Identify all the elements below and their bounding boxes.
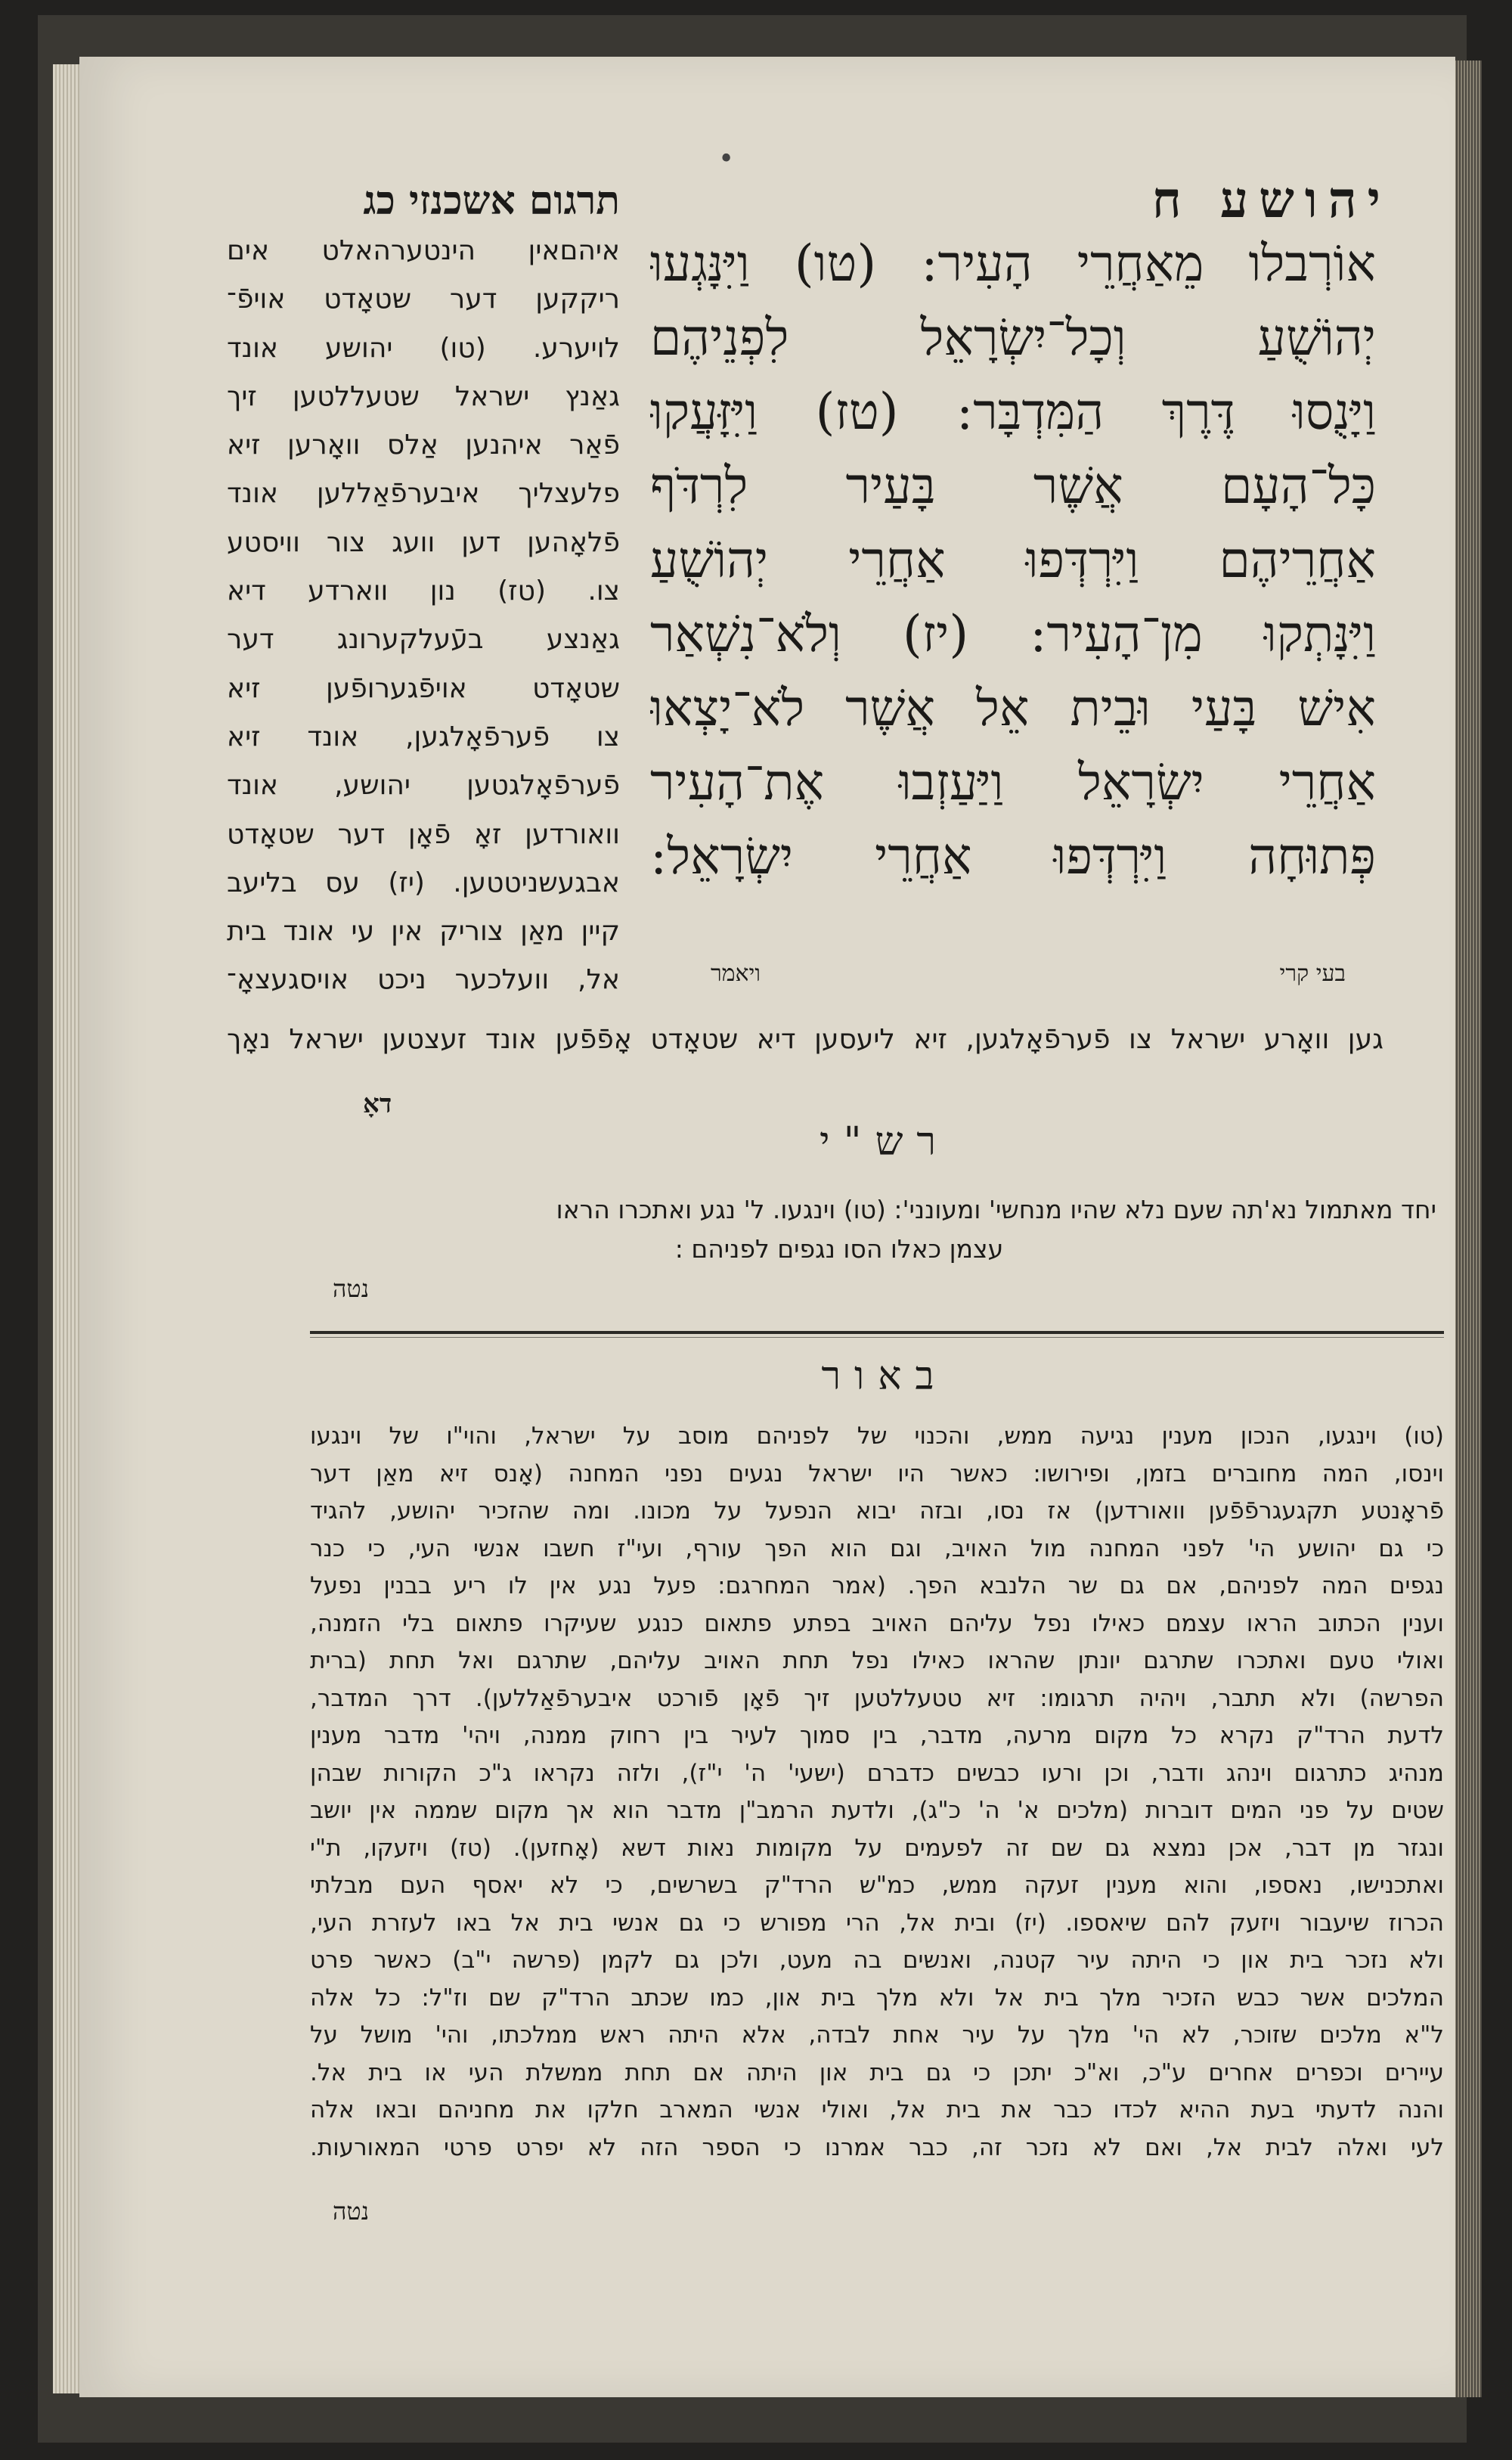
biur-line: (טו) וינגעו, הנכון מענין נגיעה ממש, והכנוי של לפניהם מוסב על ישראל, והוי"ו של וינגעו — [310, 1422, 1444, 1450]
bible-line: אַחֲרֵי יִשְׂרָאֵל וַיַּעַזְבוּ אֶת־הָעִיר — [650, 753, 1376, 811]
targum-line: ריקקען דער שטאָדט אויפֿ־ — [227, 284, 620, 315]
targum-line: גאַנצע בעֿעלקערונג דער — [227, 624, 620, 656]
biur-catchword: נטה — [333, 2197, 370, 2226]
targum-column — [227, 227, 620, 1005]
targum-line: וואורדען זאָ פֿאָן דער שטאָדט — [227, 818, 620, 850]
biur-line: והנה לדעתי בעת ההיא לכדו כבר את בית אל, ואולי אנשי המארב חלקו את מחניהם ובאו אלה — [310, 2096, 1444, 2123]
bible-line: כָּל־הָעָם אֲשֶׁר בָּעַיר לִרְדֹּף — [650, 457, 1376, 515]
page-edges — [53, 64, 83, 2393]
biur-line: מנהיג כתרגום וינהג ודבר, וכן ורעו כבשים כדברם (ישעי' ה' י"ז), ולזה נקראו ג"כ הקורות שבהן — [310, 1759, 1444, 1787]
targum-line: פֿלאָהען דען וועג צור וויסטע — [227, 526, 620, 558]
biur-line: ולא נזכר בית און כי היתה עיר קטנה, ואנשים בה מעט, ולכן גם לקמן (פרשה י"ב) כאשר פרט — [310, 1947, 1444, 1974]
biur-line: לעי ואלה לבית אל, ואם לא נזכר זה, כבר אמרנו כי הספר הזה לא יפרט פרטי המאורעות. — [310, 2133, 1444, 2161]
rashi-heading: רש"י — [820, 1119, 950, 1165]
targum-line: אבגעשניטטען. (יז) עס בליעב — [227, 867, 620, 898]
rashi-line: עצמן כאלו הסו נגפים לפניהם : — [674, 1234, 1004, 1264]
section-divider-thin — [310, 1337, 1444, 1338]
targum-title: תרגום אשכנזי כג — [363, 178, 620, 224]
bible-line: אַחֲרֵיהֶם וַיִּרְדְּפוּ אַחֲרֵי יְהוֹשֻׁעַ — [650, 531, 1376, 589]
section-divider — [310, 1331, 1444, 1334]
bible-line: וַיָּנֻסוּ דֶּרֶךְ הַמִּדְבָּר: (טז) וַיִּזָּעֲקוּ — [650, 383, 1376, 441]
margin-notes — [711, 960, 1346, 991]
biur-line: ל"א מלכים שזוכר, לא הי' מלך על עיר אחת לבדה, אלא היתה ראש ממלכתו, והי' מושל על — [310, 2021, 1444, 2049]
biur-line: ונגזר מן דבר, אכן נמצא גם שם זה לפעמים על מקומות נאות דשא (אָחזען). (טז) ויזעקו, ת"י — [310, 1834, 1444, 1862]
targum-catchword: דאָ — [363, 1089, 392, 1119]
targum-line: אל, וועלכער ניכט אויסגעצאָ־ — [227, 964, 620, 996]
biur-line: לדעת הרד"ק נקרא כל מקום מרעה, מדבר, בין סמוך לעיר בין רחוק ממנה, ויהי' מדבר מענין — [310, 1722, 1444, 1749]
targum-line: קיין מאַן צוריק אין עי אונד בית — [227, 916, 620, 948]
biur-line: ואתכנישו, נאספו, והוא מענין זעקה ממש, כמ"ש הרד"ק בשרשים, כי לא יאסף העם מבלתי — [310, 1872, 1444, 1899]
biur-line: כי גם יהושע הי' לפני המחנה מול האויב, וגם הוא הפך עורף, ועי"ז חשבו אנשי העי, כי כנר — [310, 1534, 1444, 1562]
biur-commentary — [310, 1418, 1444, 2167]
targum-line: צו. (טז) נון ווארדע דיא — [227, 575, 620, 607]
biblical-text — [650, 227, 1376, 894]
binding-edge — [1452, 60, 1482, 2397]
biur-line: וינסו, המה מחוברים בזמן, ופירושו: כאשר היו ישראל נגעים נפני המחנה (אָנס זיא מאַן דער — [310, 1460, 1444, 1487]
biur-line: הפרשה) ולא תתבר, ויהיה תרגומו: זיא טטעללטען זיך פֿאָן פֿורכט איבערפֿאַללען). דרך המדבר, — [310, 1684, 1444, 1712]
targum-line: פֿערפֿאָלגטען יהושע, אונד — [227, 770, 620, 802]
margin-note-right: בעי קרי — [1279, 960, 1346, 987]
targum-line: שטאָדט אויפֿגערופֿען זיא — [227, 672, 620, 704]
rashi-catchword: נטה — [333, 1274, 370, 1303]
ornament-mark: • — [718, 144, 735, 175]
targum-continuation: גען וואָרע ישראל צו פֿערפֿאָלגען, זיא ליעסען דיא שטאָדט אָפֿפֿען אונד זעצטען ישראל נאָך — [227, 1024, 1383, 1055]
biur-line: המלכים אשר כבש הזכיר מלך בית אל ולא מלך בית און, כמו שכתב הרד"ק שם וז"ל: כל אלה — [310, 1984, 1444, 2012]
rashi-line: יחד מאתמול נא'תה שעם נלא שהיו מנחשי' ומעונני': (טו) וינגעו. ל' נגע ואתכרו הראו — [556, 1195, 1436, 1224]
biur-line: נגפים המה לפניהם, אם גם שר הלנבא הפך. (אמר המחרגם: פעל נגע אין לו ריע בבנין נפעל — [310, 1572, 1444, 1599]
targum-line: פֿאַר איהנען אַלס וואָרען זיא — [227, 430, 620, 461]
biur-heading: באור — [821, 1354, 948, 1399]
targum-line: צו פֿערפֿאָלגען, אונד זיא — [227, 721, 620, 752]
targum-line: לויערע. (טו) יהושע אונד — [227, 332, 620, 364]
targum-line: פלעצליך איבערפֿאַללען אונד — [227, 478, 620, 510]
biur-line: שטים על פני המים דוברות (מלכים א' ה' כ"ג), ולדעת הרמב"ן מדבר הוא אך מקום שממה אין יושב — [310, 1797, 1444, 1824]
bible-line: אִישׁ בָּעַי וּבֵית אֵל אֲשֶׁר לֹא־יָצְאוּ — [650, 679, 1376, 737]
margin-note-left: ויאמר — [711, 960, 761, 987]
biur-line: ואולי טעם ואתכרו שתרגם יונתן שהראו כאילו נפל תחת האויב עליהם, שתרגם ואל תחת (ברית — [310, 1647, 1444, 1674]
bible-line: וַיִּנָּתְקוּ מִן־הָעִיר: (יז) וְלֹא־נִשְׁאַר — [650, 605, 1376, 663]
targum-line: גאַנץ ישראל שטעללטען זיך — [227, 380, 620, 412]
bible-line: פְּתוּחָה וַיִּרְדְּפוּ אַחֲרֵי יִשְׂרָאֵל: — [650, 827, 1376, 886]
bible-line: יְהוֹשֻׁעַ וְכָל־יִשְׂרָאֵל לִפְנֵיהֶם — [650, 309, 1376, 367]
targum-line: איהםאין הינטערהאלט אים — [227, 235, 620, 266]
book-title: יהושע ח — [1151, 170, 1391, 229]
bible-line: אוֹרְבלו מֵאַחֲרֵי הָעִיר: (טו) וַיִּנָּגְעוּ — [650, 234, 1376, 293]
biur-line: וענין הכתוב הראו עצמם כאילו נפל עליהם האויב בפתע פתאום כנגע שעיקרו פתאום בלי הזמנה, — [310, 1609, 1444, 1637]
biur-line: עיירים וכפרים אחרים ע"כ, וא"כ יתכן כי גם בית און היתה אם תחת ממשלת העי או בית אל. — [310, 2058, 1444, 2086]
biur-line: הכרוז שיעבור ויזעק להם שיאספו. (יז) ובית אל, הרי מפורש כי גם אנשי בית אל באו לעזרת העי, — [310, 1909, 1444, 1937]
biur-line: פֿראָנטע תקגעגרפֿפֿען וואורדען) אז נסו, ובזה יבוא הנפעל על מכונו. ומה שהזכיר יהושע, להגיד — [310, 1497, 1444, 1525]
